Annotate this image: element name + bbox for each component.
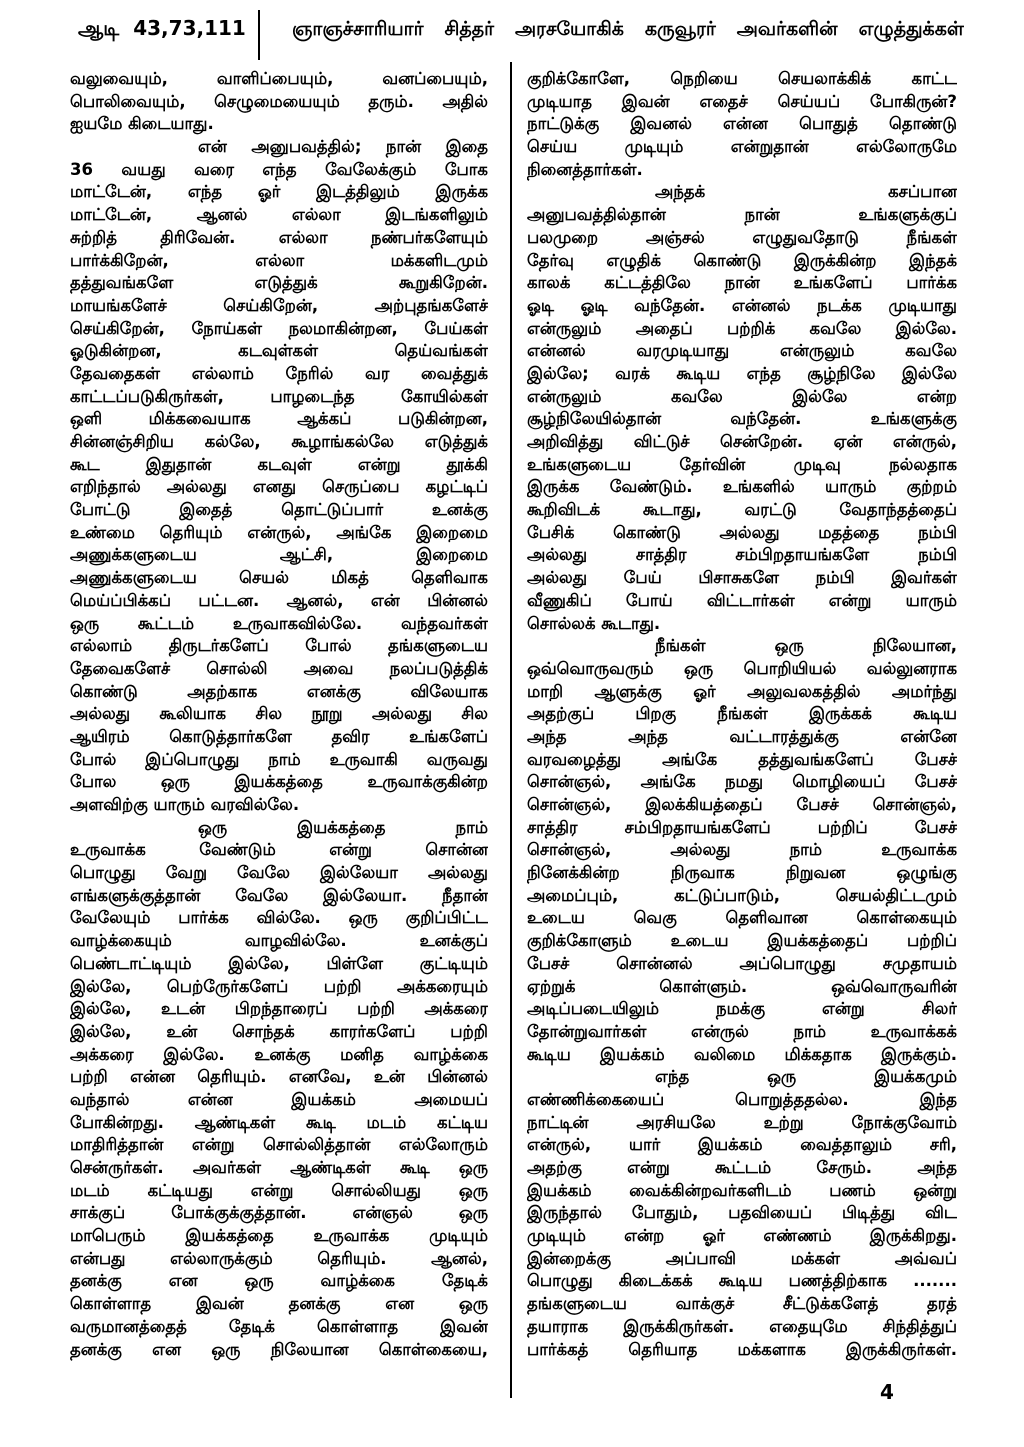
text-line: இல்லே, பெற்ருேர்களேப் பற்றி அக்கரையும் bbox=[70, 976, 488, 996]
text-line: ஐயமே கிடையாது. bbox=[70, 114, 214, 134]
text-line: சுற்றித் திரிவேன். எல்லா நண்பர்களேயும் bbox=[70, 227, 488, 247]
text-line: அந்தக் கசப்பான bbox=[655, 182, 957, 202]
text-line: கூறிவிடக் கூடாது, வரட்டு வேதாந்தத்தைப் bbox=[527, 500, 957, 520]
text-line: அக்கரை இல்லே. உனக்கு மனித வாழ்க்கை bbox=[70, 1044, 488, 1064]
text-line: மாயங்களேச் செய்கிறேன், அற்புதங்களேச் bbox=[70, 295, 488, 315]
text-line: அல்லது சாத்திர சம்பிறதாயங்களே நம்பி bbox=[527, 545, 957, 565]
text-line: தயாராக இருக்கிருர்கள். எதையுமே சிந்தித்துப் bbox=[527, 1316, 957, 1336]
text-line: சாத்திர சம்பிறதாயங்களேப் பற்றிப் பேசச் bbox=[527, 817, 957, 837]
text-line: பெண்டாட்டியும் இல்லே, பிள்ளே குட்டியும் bbox=[70, 953, 488, 973]
text-line: சென்ருர்கள். அவர்கள் ஆண்டிகள் கூடி ஒரு bbox=[70, 1158, 488, 1177]
text-line: சொன்ஞல், அல்லது நாம் உருவாக்க bbox=[527, 840, 957, 860]
text-line: அறிவித்து விட்டுச் சென்றேன். ஏன் என்ருல், bbox=[527, 432, 957, 451]
text-line: மாதிரித்தான் என்று சொல்லித்தான் எல்லோரும் bbox=[70, 1135, 488, 1155]
text-line: காலக் கட்டத்திலே நான் உங்களேப் பார்க்க bbox=[527, 273, 957, 293]
text-line: கொள்ளாத இவன் தனக்கு என ஒரு bbox=[70, 1294, 488, 1314]
text-line: மாறி ஆளுக்கு ஓர் அலுவலகத்தில் அமர்ந்து bbox=[527, 681, 957, 701]
text-line: அதற்குப் பிறகு நீங்கள் இருக்கக் கூடிய bbox=[527, 704, 957, 724]
text-line: முடியும் என்ற ஓர் எண்ணம் இருக்கிறது. bbox=[527, 1226, 957, 1246]
text-line: போல ஒரு இயக்கத்தை உருவாக்குகின்ற bbox=[70, 772, 488, 792]
text-line: அல்லது பேய் பிசாசுகளே நம்பி இவர்கள் bbox=[527, 568, 957, 588]
text-line: வாழ்க்கையும் வாழவில்லே. உனக்குப் bbox=[70, 931, 488, 951]
text-line: பேசிக் கொண்டு அல்லது மதத்தை நம்பி bbox=[527, 522, 957, 542]
text-line: சொல்லக் கூடாது. bbox=[527, 613, 661, 633]
text-line: நாட்டுக்கு இவனல் என்ன பொதுத் தொண்டு bbox=[527, 114, 957, 134]
text-line: கூடிய இயக்கம் வலிமை மிக்கதாக இருக்கும். bbox=[527, 1044, 957, 1064]
text-line: போகின்றது. ஆண்டிகள் கூடி மடம் கட்டிய bbox=[70, 1112, 488, 1132]
text-line: அல்லது கூலியாக சில நூறு அல்லது சில bbox=[70, 704, 488, 724]
text-line: சின்னஞ்சிறிய கல்லே, கூழாங்கல்லே எடுத்துக் bbox=[70, 432, 488, 451]
text-line: ஒளி மிக்கவையாக ஆக்கப் படுகின்றன, bbox=[70, 409, 488, 429]
text-line: என்ருலும் கவலே இல்லே என்ற bbox=[527, 386, 957, 406]
text-line: செய்கிறேன், நோய்கள் நலமாகின்றன, பேய்கள் bbox=[70, 318, 488, 338]
text-line: மாபெரும் இயக்கத்தை உருவாக்க முடியும் bbox=[70, 1226, 488, 1246]
text-line: இல்லே, உடன் பிறந்தாரைப் பற்றி அக்கரை bbox=[70, 999, 488, 1019]
text-line: தோன்றுவார்கள் என்ருல் நாம் உருவாக்கக் bbox=[527, 1021, 957, 1041]
text-line: குறிக்கோளும் உடைய இயக்கத்தைப் பற்றிப் bbox=[527, 931, 957, 951]
text-line: உடைய வெகு தெளிவான கொள்கையும் bbox=[527, 908, 957, 928]
text-line: வலுவையும், வாளிப்பையும், வனப்பையும், bbox=[70, 69, 488, 88]
header-title: ஞாஞச்சாரியார் சித்தர் அரசயோகிக் கருவூரர் அவர்களின் எழுத்துக்கள் bbox=[292, 18, 964, 40]
text-line: ஓடுகின்றன, கடவுள்கள் தெய்வங்கள் bbox=[70, 341, 488, 361]
text-line: உண்மை தெரியும் என்ருல், அங்கே இறைமை bbox=[70, 522, 488, 542]
text-line: நினைத்தார்கள். bbox=[527, 159, 643, 179]
text-line: வேலேயும் பார்க்க வில்லே. ஒரு குறிப்பிட்ட bbox=[70, 908, 488, 928]
text-line: இல்லே, உன் சொந்தக் காரர்களேப் பற்றி bbox=[70, 1021, 488, 1041]
text-line: பேசச் சொன்னல் அப்பொழுது சமுதாயம் bbox=[527, 953, 957, 973]
text-line: அந்த அந்த வட்டாரத்துக்கு என்னே bbox=[527, 726, 957, 746]
text-line: உங்களுடைய தேர்வின் முடிவு நல்லதாக bbox=[527, 454, 957, 474]
text-line: வீணுகிப் போய் விட்டார்கள் என்று யாரும் bbox=[527, 590, 957, 610]
text-line: போல் இப்பொழுது நாம் உருவாகி வருவது bbox=[70, 749, 488, 769]
text-line: என்ருலும் அதைப் பற்றிக் கவலே இல்லே. bbox=[527, 318, 957, 338]
text-line: தனக்கு என ஒரு வாழ்க்கை தேடிக் bbox=[70, 1271, 488, 1291]
text-line: அளவிற்கு யாரும் வரவில்லே. bbox=[70, 795, 300, 814]
text-line: நினேக்கின்ற நிருவாக நிறுவன ஒழுங்கு bbox=[527, 863, 957, 883]
text-line: சாக்குப் போக்குக்குத்தான். என்ஞல் ஒரு bbox=[70, 1203, 488, 1223]
text-line: ஒரு இயக்கத்தை நாம் bbox=[198, 817, 488, 837]
text-line: குறிக்கோளே, நெறியை செயலாக்கிக் காட்ட bbox=[527, 69, 957, 88]
text-line: ஒவ்வொருவரும் ஒரு பொறியியல் வல்லுனராக bbox=[527, 658, 957, 678]
text-line: அனுபவத்தில்தான் நான் உங்களுக்குப் bbox=[527, 205, 957, 225]
text-line: வந்தால் என்ன இயக்கம் அமையப் bbox=[70, 1089, 488, 1109]
text-line: இருக்க வேண்டும். உங்களில் யாரும் குற்றம் bbox=[527, 477, 957, 497]
text-line: எல்லாம் திருடர்களேப் போல் தங்களுடைய bbox=[70, 636, 488, 656]
text-line: எறிந்தால் அல்லது எனது செருப்பை கழட்டிப் bbox=[70, 477, 488, 497]
text-line: கூட இதுதான் கடவுள் என்று தூக்கி bbox=[70, 454, 488, 474]
text-line: நாட்டின் அரசியலே உற்று நோக்குவோம் bbox=[527, 1112, 957, 1132]
text-line: இல்லே; வரக் கூடிய எந்த சூழ்நிலே இல்லே bbox=[527, 363, 957, 383]
text-line: மாட்டேன், ஆனல் எல்லா இடங்களிலும் bbox=[70, 205, 488, 225]
text-line: உருவாக்க வேண்டும் என்று சொன்ன bbox=[70, 840, 488, 860]
text-line: முடியாத இவன் எதைச் செய்யப் போகிருன்? bbox=[527, 91, 957, 111]
text-line: அணுக்களுடைய செயல் மிகத் தெளிவாக bbox=[70, 568, 488, 588]
text-line: என்னல் வரமுடியாது என்ருலும் கவலே bbox=[527, 341, 957, 361]
text-line: அமைப்பும், கட்டுப்பாடும், செயல்திட்டமும் bbox=[527, 885, 957, 905]
text-line: மாட்டேன், எந்த ஓர் இடத்திலும் இருக்க bbox=[70, 182, 488, 202]
text-line: இயக்கம் வைக்கின்றவர்களிடம் பணம் ஒன்று bbox=[527, 1180, 957, 1200]
text-line: ஆயிரம் கொடுத்தார்களே தவிர உங்களேப் bbox=[70, 726, 488, 746]
column-divider bbox=[510, 62, 512, 1398]
text-line: போட்டு இதைத் தொட்டுப்பார் உனக்கு bbox=[70, 500, 488, 520]
text-line: பொலிவையும், செழுமையையும் தரும். அதில் bbox=[70, 91, 488, 111]
text-line: என்ருல், யார் இயக்கம் வைத்தாலும் சரி, bbox=[527, 1135, 957, 1155]
text-line: அணுக்களுடைய ஆட்சி, இறைமை bbox=[70, 545, 488, 565]
text-line: தத்துவங்களே எடுத்துக் கூறுகிறேன். bbox=[70, 273, 488, 293]
text-line: ஓடி ஓடி வந்தேன். என்னல் நடக்க முடியாது bbox=[527, 295, 957, 315]
text-line: அடிப்படையிலும் நமக்கு என்று சிலர் bbox=[527, 999, 957, 1019]
text-line: பொழுது வேறு வேலே இல்லேயா அல்லது bbox=[70, 863, 488, 883]
text-line: என் அனுபவத்தில்; நான் இதை bbox=[198, 137, 488, 157]
text-line: பார்க்கத் தெரியாத மக்களாக இருக்கிருர்கள். bbox=[527, 1339, 957, 1359]
text-line: ஏற்றுக் கொள்ளும். ஒவ்வொருவரின் bbox=[527, 976, 957, 996]
text-line: பற்றி என்ன தெரியும். எனவே, உன் பின்னல் bbox=[70, 1067, 488, 1087]
text-line: தனக்கு என ஒரு நிலேயான கொள்கையை, bbox=[70, 1339, 488, 1359]
text-line: சூழ்நிலேயில்தான் வந்தேன். உங்களுக்கு bbox=[527, 409, 957, 429]
text-line: வருமானத்தைத் தேடிக் கொள்ளாத இவன் bbox=[70, 1316, 488, 1336]
header-divider bbox=[258, 10, 260, 60]
text-line: தேவதைகள் எல்லாம் நேரில் வர வைத்துக் bbox=[70, 363, 488, 383]
text-line: எண்ணிக்கையைப் பொறுத்ததல்ல. இந்த bbox=[527, 1089, 957, 1109]
header-month: ஆடி bbox=[78, 16, 120, 40]
text-line: பலமுறை அஞ்சல் எழுதுவதோடு நீங்கள் bbox=[527, 227, 957, 247]
text-line: ஒரு கூட்டம் உருவாகவில்லே. வந்தவர்கள் bbox=[70, 613, 488, 633]
text-line: தங்களுடைய வாக்குச் சீட்டுக்களேத் தரத் bbox=[527, 1294, 957, 1314]
text-line: இன்றைக்கு அப்பாவி மக்கள் அவ்வப் bbox=[527, 1248, 957, 1268]
header-issue-number: 43,73,111 bbox=[133, 16, 246, 40]
text-line: என்பது எல்லாருக்கும் தெரியும். ஆனல், bbox=[70, 1248, 488, 1268]
text-line: வரவழைத்து அங்கே தத்துவங்களேப் பேசச் bbox=[527, 749, 957, 769]
left-column bbox=[70, 68, 488, 1361]
text-line: பார்க்கிறேன், எல்லா மக்களிடமும் bbox=[70, 250, 488, 270]
text-line: காட்டப்படுகிருர்கள், பாழடைந்த கோயில்கள் bbox=[70, 386, 488, 406]
text-line: மெய்ப்பிக்கப் பட்டன. ஆனல், என் பின்னல் bbox=[70, 590, 488, 610]
text-line: சொன்ஞல், இலக்கியத்தைப் பேசச் சொன்ஞல், bbox=[527, 795, 957, 814]
text-line: கொண்டு அதற்காக எனக்கு விலேயாக bbox=[70, 681, 488, 701]
text-line: அதற்கு என்று கூட்டம் சேரும். அந்த bbox=[527, 1158, 957, 1177]
text-line: எங்களுக்குத்தான் வேலே இல்லேயா. நீதான் bbox=[70, 885, 488, 905]
text-line: எந்த ஒரு இயக்கமும் bbox=[655, 1067, 957, 1087]
text-line: செய்ய முடியும் என்றுதான் எல்லோருமே bbox=[527, 137, 957, 157]
text-line: 36 வயது வரை எந்த வேலேக்கும் போக bbox=[70, 159, 488, 179]
right-column bbox=[527, 68, 957, 1361]
text-line: சொன்ஞல், அங்கே நமது மொழியைப் பேசச் bbox=[527, 772, 957, 792]
page-number: 4 bbox=[880, 1380, 894, 1404]
text-line: தேர்வு எழுதிக் கொண்டு இருக்கின்ற இந்தக் bbox=[527, 250, 957, 270]
text-line: தேவைகளேச் சொல்லி அவை நலப்படுத்திக் bbox=[70, 658, 488, 678]
header-issue bbox=[78, 16, 246, 43]
text-line: இருந்தால் போதும், பதவியைப் பிடித்து விட bbox=[527, 1203, 957, 1223]
text-line: பொழுது கிடைக்கக் கூடிய பணத்திற்காக ....... bbox=[527, 1271, 957, 1291]
text-line: மடம் கட்டியது என்று சொல்லியது ஒரு bbox=[70, 1180, 488, 1200]
text-line: நீங்கள் ஒரு நிலேயான, bbox=[655, 636, 957, 656]
